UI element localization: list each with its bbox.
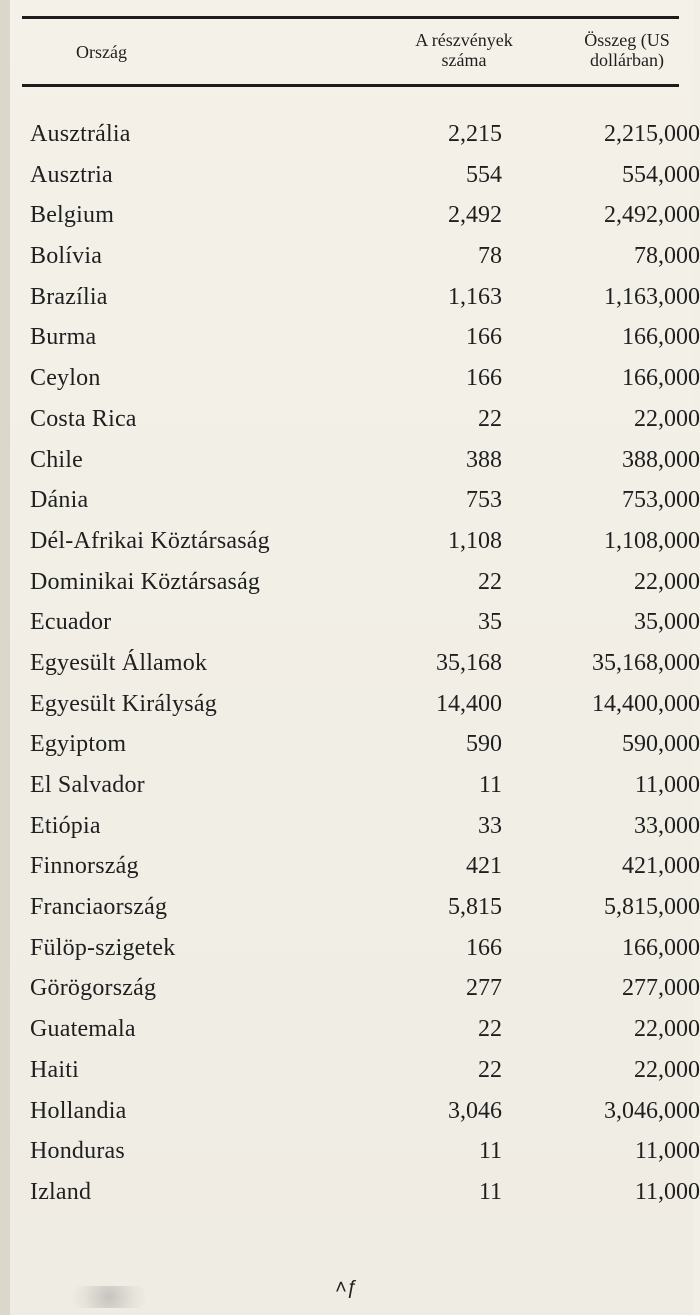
amount-usd: 22,000 [634, 1056, 700, 1083]
table-row [22, 358, 700, 399]
share-count: 166 [466, 365, 502, 392]
table-row [22, 765, 700, 806]
share-count: 1,163 [448, 283, 502, 310]
table-row [22, 1131, 700, 1172]
share-count: 35 [478, 609, 502, 636]
country-name: Haiti [30, 1056, 79, 1083]
table-row [22, 521, 700, 562]
share-count: 22 [478, 568, 502, 595]
share-count: 5,815 [448, 894, 502, 921]
table-row [22, 602, 700, 643]
table-row [22, 968, 700, 1009]
share-count: 22 [478, 1056, 502, 1083]
amount-usd: 753,000 [622, 487, 700, 514]
page-mark: ˄ƒ [335, 1277, 358, 1299]
share-count: 11 [478, 772, 502, 798]
table-row [22, 928, 700, 969]
table-header-rule [22, 84, 679, 87]
share-count: 166 [466, 324, 502, 351]
country-name: Bolívia [30, 243, 103, 270]
amount-usd: 22,000 [634, 405, 700, 432]
country-name: Belgium [30, 202, 115, 229]
table-row [22, 195, 700, 236]
country-name: Franciaország [30, 894, 168, 921]
amount-usd: 35,000 [634, 609, 700, 636]
share-count: 22 [478, 1016, 502, 1043]
country-name: Egyiptom [30, 731, 127, 758]
country-name: Finnország [30, 853, 139, 880]
share-count: 2,492 [448, 202, 502, 229]
amount-usd: 5,815,000 [604, 894, 700, 921]
amount-usd: 1,163,000 [604, 283, 700, 310]
country-name: Etiópia [30, 812, 101, 839]
table-top-rule [22, 16, 679, 19]
amount-usd: 22,000 [634, 1016, 700, 1043]
country-name: Costa Rica [30, 405, 137, 432]
table-row [22, 277, 700, 318]
country-name: Chile [30, 446, 83, 473]
share-count: 554 [466, 161, 502, 188]
country-name: Dél-Afrikai Köztársaság [30, 527, 270, 554]
header-shares: A részvények száma [415, 30, 513, 70]
amount-usd: 78,000 [634, 243, 700, 270]
country-name: Brazília [30, 283, 108, 310]
table-row [22, 155, 700, 196]
country-name: Dánia [30, 487, 89, 514]
table-row [22, 1172, 700, 1213]
table-header [22, 23, 679, 79]
amount-usd: 166,000 [622, 365, 700, 392]
table-row [22, 846, 700, 887]
country-name: El Salvador [30, 772, 145, 798]
amount-usd: 35,168,000 [592, 649, 700, 676]
amount-usd: 166,000 [622, 324, 700, 351]
country-name: Görögország [30, 975, 157, 1002]
amount-usd: 2,215,000 [604, 121, 700, 147]
table-row [22, 887, 700, 928]
share-count: 3,046 [448, 1097, 502, 1124]
amount-usd: 11,000 [634, 772, 700, 798]
table-row [22, 440, 700, 481]
amount-usd: 3,046,000 [604, 1097, 700, 1124]
share-count: 33 [478, 812, 502, 839]
table-row [22, 562, 700, 603]
share-count: 590 [466, 731, 502, 758]
share-count: 277 [466, 975, 502, 1002]
share-count: 78 [478, 243, 502, 270]
table-row [22, 684, 700, 725]
amount-usd: 590,000 [622, 731, 700, 758]
country-name: Ecuador [30, 609, 112, 636]
amount-usd: 22,000 [634, 568, 700, 595]
country-name: Ceylon [30, 365, 101, 392]
country-name: Izland [30, 1178, 92, 1205]
country-name: Egyesült Államok [30, 649, 208, 676]
table-row [22, 806, 700, 847]
share-count: 1,108 [448, 527, 502, 554]
amount-usd: 388,000 [622, 446, 700, 473]
country-name: Ausztrália [30, 121, 131, 147]
share-count: 388 [466, 446, 502, 473]
country-name: Honduras [30, 1138, 125, 1165]
amount-usd: 166,000 [622, 934, 700, 961]
page-edge-shadow [0, 0, 10, 1315]
share-count: 14,400 [436, 690, 502, 717]
amount-usd: 554,000 [622, 161, 700, 188]
share-count: 22 [478, 405, 502, 432]
amount-usd: 277,000 [622, 975, 700, 1002]
table-row [22, 643, 700, 684]
country-name: Egyesült Királyság [30, 690, 217, 717]
country-name: Burma [30, 324, 97, 351]
country-name: Fülöp-szigetek [30, 934, 176, 961]
country-name: Ausztria [30, 161, 113, 188]
amount-usd: 2,492,000 [604, 202, 700, 229]
amount-usd: 11,000 [634, 1178, 700, 1205]
table-row [22, 114, 700, 155]
table-row [22, 1009, 700, 1050]
share-count: 753 [466, 487, 502, 514]
share-count: 421 [466, 853, 502, 880]
amount-usd: 11,000 [634, 1138, 700, 1165]
share-count: 11 [478, 1138, 502, 1165]
amount-usd: 1,108,000 [604, 527, 700, 554]
table-row [22, 1091, 700, 1132]
share-count: 35,168 [436, 649, 502, 676]
share-count: 2,215 [448, 121, 502, 147]
table-body [22, 114, 700, 1213]
amount-usd: 14,400,000 [592, 690, 700, 717]
share-count: 166 [466, 934, 502, 961]
share-count: 11 [478, 1178, 502, 1205]
table-row [22, 399, 700, 440]
table-row [22, 724, 700, 765]
country-name: Guatemala [30, 1016, 136, 1043]
table-row [22, 236, 700, 277]
country-name: Hollandia [30, 1097, 127, 1124]
amount-usd: 421,000 [622, 853, 700, 880]
header-amount: Összeg (US dollárban) [584, 30, 670, 70]
amount-usd: 33,000 [634, 812, 700, 839]
table-row [22, 1050, 700, 1091]
header-country: Ország [76, 42, 127, 62]
country-name: Dominikai Köztársaság [30, 568, 261, 595]
table-row [22, 317, 700, 358]
table-row [22, 480, 700, 521]
